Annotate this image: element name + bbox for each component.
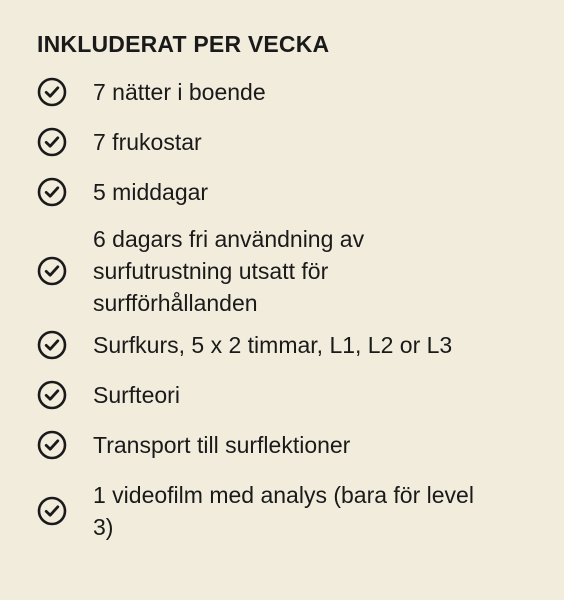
item-label: 7 nätter i boende [93,79,266,105]
included-items-list [37,76,544,543]
check-circle-icon [37,430,67,460]
check-circle-icon [37,380,67,410]
item-label: 6 dagars fri användning av surfutrustning utsatt för surfförhållanden [93,226,365,316]
list-item-surf-course [37,329,544,361]
item-label: Surfkurs, 5 x 2 timmar, L1, L2 or L3 [93,332,453,358]
section-heading: INKLUDERAT PER VECKA [37,31,330,57]
item-label: Surfteori [93,382,180,408]
check-circle-icon [37,256,67,286]
check-circle-icon [37,77,67,107]
check-circle-icon [37,496,67,526]
list-item-video [37,479,544,543]
list-item-surf-equipment [37,223,544,319]
item-label: 7 frukostar [93,129,202,155]
check-circle-icon [37,127,67,157]
check-circle-icon [37,177,67,207]
list-item-dinners [37,176,544,208]
list-item-nights [37,76,544,108]
list-item-breakfasts [37,126,544,158]
item-label: Transport till surflektioner [93,432,351,458]
list-item-surf-theory [37,379,544,411]
item-label: 1 videofilm med analys (bara för level 3) [93,482,474,540]
list-item-transport [37,429,544,461]
item-label: 5 middagar [93,179,209,205]
check-circle-icon [37,330,67,360]
